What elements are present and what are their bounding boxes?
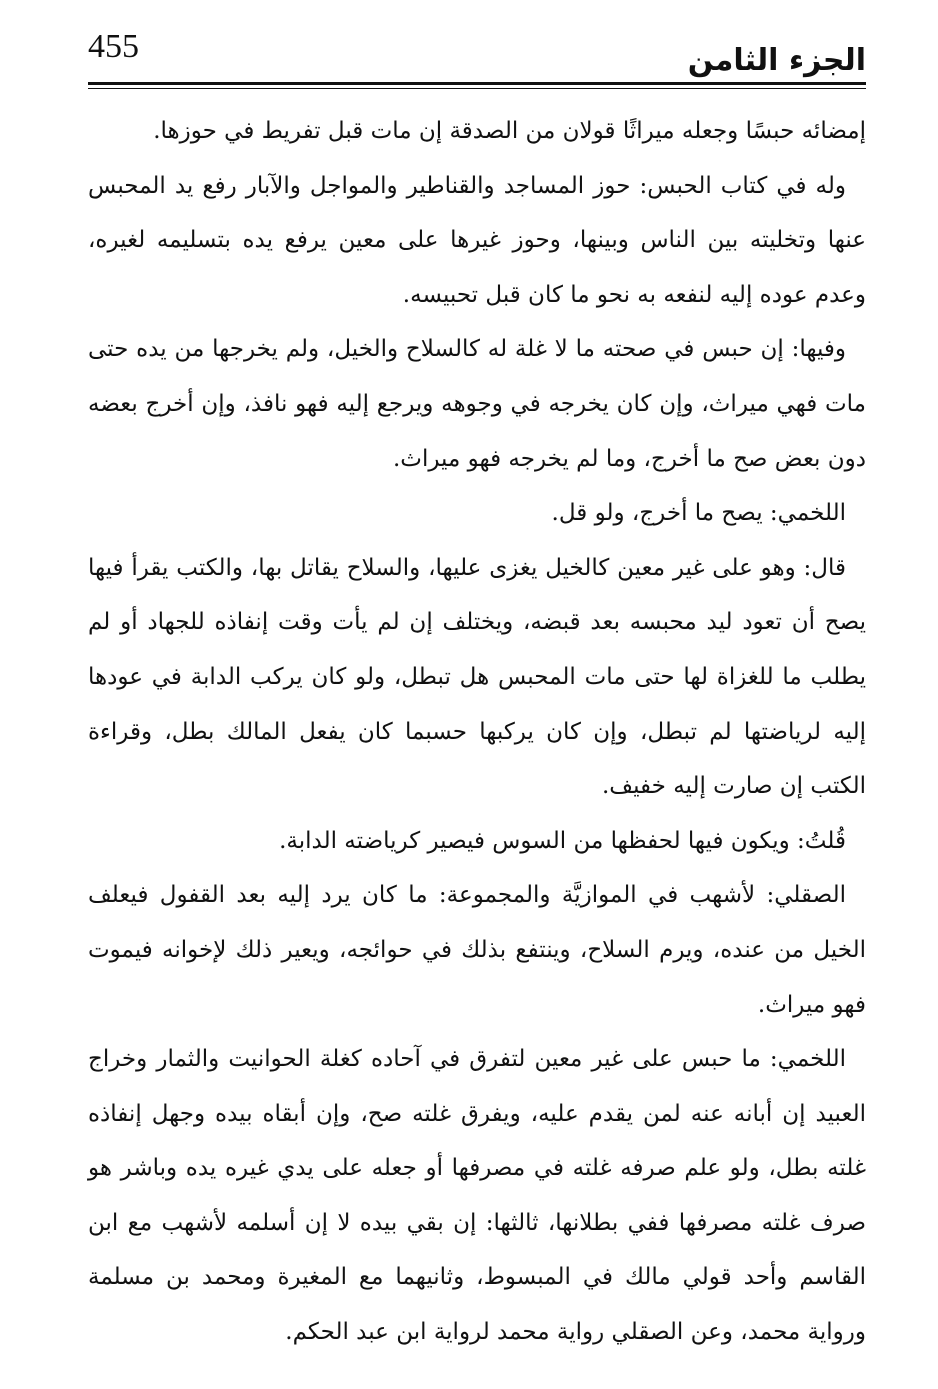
paragraph: قُلتُ: ويكون فيها لحفظها من السوس فيصير كرياضته الدابة.: [279, 827, 846, 854]
paragraph: قال: وهو على غير معين كالخيل يغزى عليها، والسلاح يقاتل بها، والكتب يقرأ فيها يصح أن تعود ليد محبسه بعد قبضه، ويختلف إن لم يأت وقت إنفاذه للجهاد أو لم يطلب ما للغزاة لها حتى مات المحبس هل تبطل، ولو كان يركب الدابة في عودها إليه لرياضتها لم تبطل، وإن كان يركبها حسبما كان يفعل المالك بطل، وقراءة الكتب إن صارت إليه خفيف.: [88, 554, 866, 800]
paragraph: إمضائه حبسًا وجعله ميراثًا قولان من الصدقة إن مات قبل تفريط في حوزها.: [153, 118, 866, 144]
header-rule-thin: [88, 88, 866, 89]
paragraph: اللخمي: ما حبس على غير معين لتفرق في آحاده كغلة الحوانيت والثمار وخراج العبيد إن أبانه عنه لمن يقدم عليه، ويفرق غلته صح، وإن أبقاه بيده وجهل إنفاذه غلته بطل، ولو علم صرفه غلته في مصرفها أو جعله على يدي غيره يده وباشر هو صرف غلته مصرفها ففي بطلانها، ثالثها: إن بقي بيده لا إن أسلمه لأشهب مع ابن القاسم وأحد قولي مالك في المبسوط، وثانيهما مع المغيرة ومحمد بن مسلمة ورواية محمد، وعن الصقلي رواية محمد لرواية ابن عبد الحكم.: [88, 1046, 866, 1346]
paragraph: الصقلي: لأشهب في الموازيَّة والمجموعة: ما كان يرد إليه بعد القفول فيعلف الخيل من عنده، ويرم السلاح، وينتفع بذلك في حوائجه، ويعير ذلك لإخوانه فيموت فهو ميراث.: [88, 882, 866, 1018]
running-title: الجزء الثامن: [687, 43, 866, 78]
page-header: [88, 28, 866, 80]
paragraph: اللخمي: يصح ما أخرج، ولو قل.: [551, 500, 846, 527]
paragraph: وفيها: إن حبس في صحته ما لا غلة له كالسلاح والخيل، ولم يخرجها من يده حتى مات فهي ميراث، وإن كان يخرجه في وجوهه ويرجع إليه فهو نافذ، وإن أخرج بعضه دون بعض صح ما أخرج، وما لم يخرجه فهو ميراث.: [88, 336, 866, 472]
page-number: 455: [88, 28, 139, 65]
body-text: [88, 104, 866, 1360]
header-rule-thick: [88, 82, 866, 85]
paragraph: وله في كتاب الحبس: حوز المساجد والقناطير والمواجل والآبار رفع يد المحبس عنها وتخليته بين الناس وبينها، وحوز غيرها على معين يرفع يده بتسليمه لغيره، وعدم عوده إليه لنفعه به نحو ما كان قبل تحبيسه.: [88, 172, 866, 308]
